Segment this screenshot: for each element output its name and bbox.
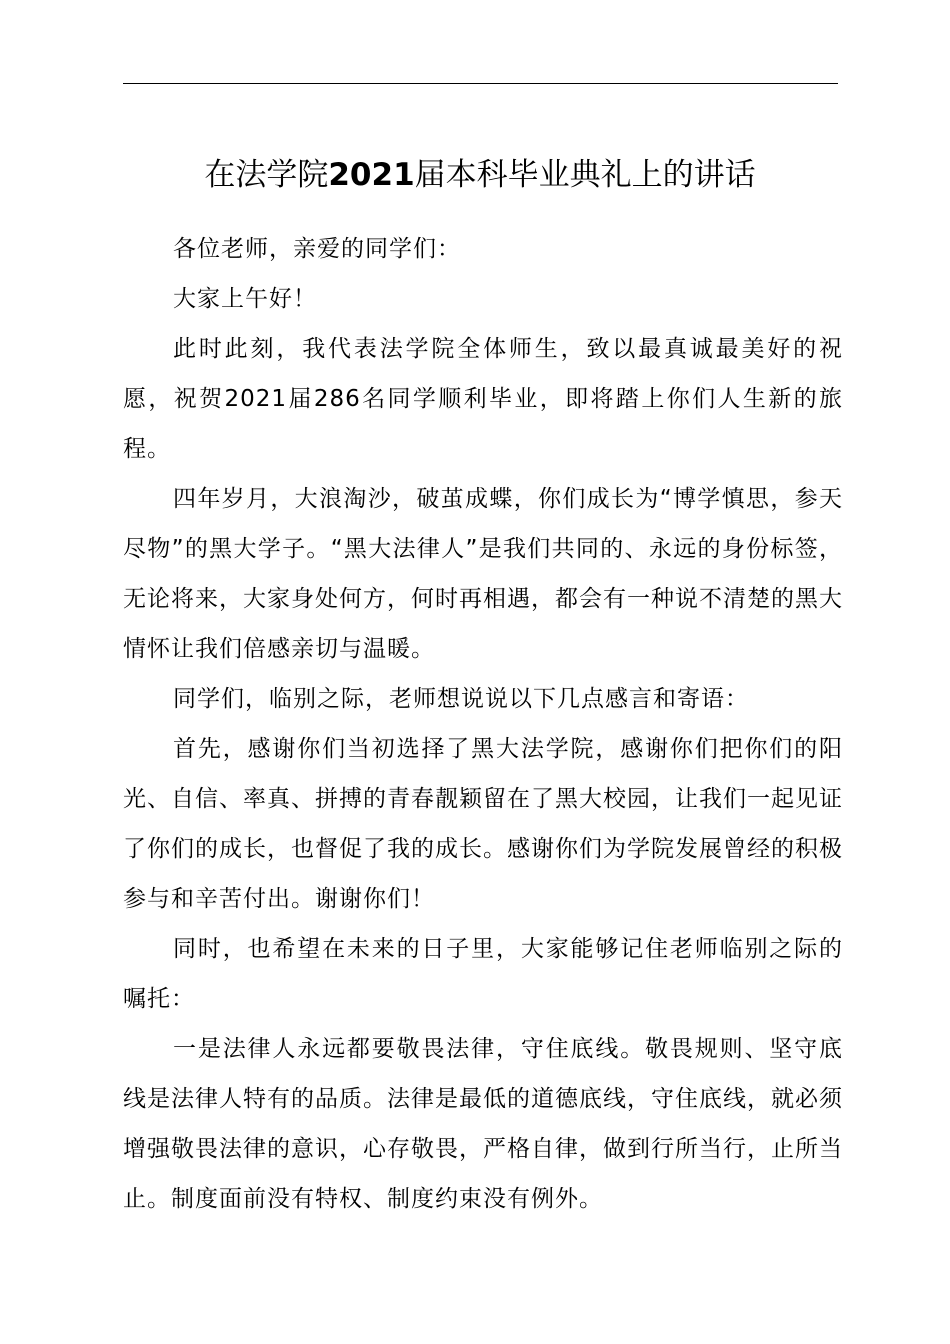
header-rule xyxy=(123,83,838,84)
paragraph-four-years: 四年岁月，大浪淘沙，破茧成蝶，你们成长为“博学慎思，参天尽物”的黑大学子。“黑大法律人”是我们共同的、永远的身份标签，无论将来，大家身处何方，何时再相遇，都会有一种说不清楚的黑大情怀让我们倍感亲切与温暖。 xyxy=(123,486,843,662)
paragraph-hopes: 同时，也希望在未来的日子里，大家能够记住老师临别之际的嘱托： xyxy=(123,936,843,1012)
title-prefix: 在法学院 xyxy=(204,157,329,193)
paragraph-congratulations: 此时此刻，我代表法学院全体师生，致以最真诚最美好的祝愿，祝贺2021届286名同学顺利毕业，即将踏上你们人生新的旅程。 xyxy=(123,336,843,462)
document-title xyxy=(100,150,860,200)
salutation: 各位老师，亲爱的同学们： xyxy=(173,236,461,262)
title-year: 2021 xyxy=(328,157,415,193)
paragraph-point-one: 一是法律人永远都要敬畏法律，守住底线。敬畏规则、坚守底线是法律人特有的品质。法律是最低的道德底线，守住底线，就必须增强敬畏法律的意识，心存敬畏，严格自律，做到行所当行，止所当止。制度面前没有特权、制度约束没有例外。 xyxy=(123,1036,843,1212)
title-suffix: 届本科毕业典礼上的讲话 xyxy=(414,157,756,193)
speech-body xyxy=(123,224,843,1224)
greeting: 大家上午好！ xyxy=(173,286,317,312)
paragraph-thanks: 首先，感谢你们当初选择了黑大法学院，感谢你们把你们的阳光、自信、率真、拼搏的青春靓颖留在了黑大校园，让我们一起见证了你们的成长，也督促了我的成长。感谢你们为学院发展曾经的积极参与和辛苦付出。谢谢你们！ xyxy=(123,736,843,912)
paragraph-farewell-intro: 同学们，临别之际，老师想说说以下几点感言和寄语： xyxy=(173,686,749,712)
